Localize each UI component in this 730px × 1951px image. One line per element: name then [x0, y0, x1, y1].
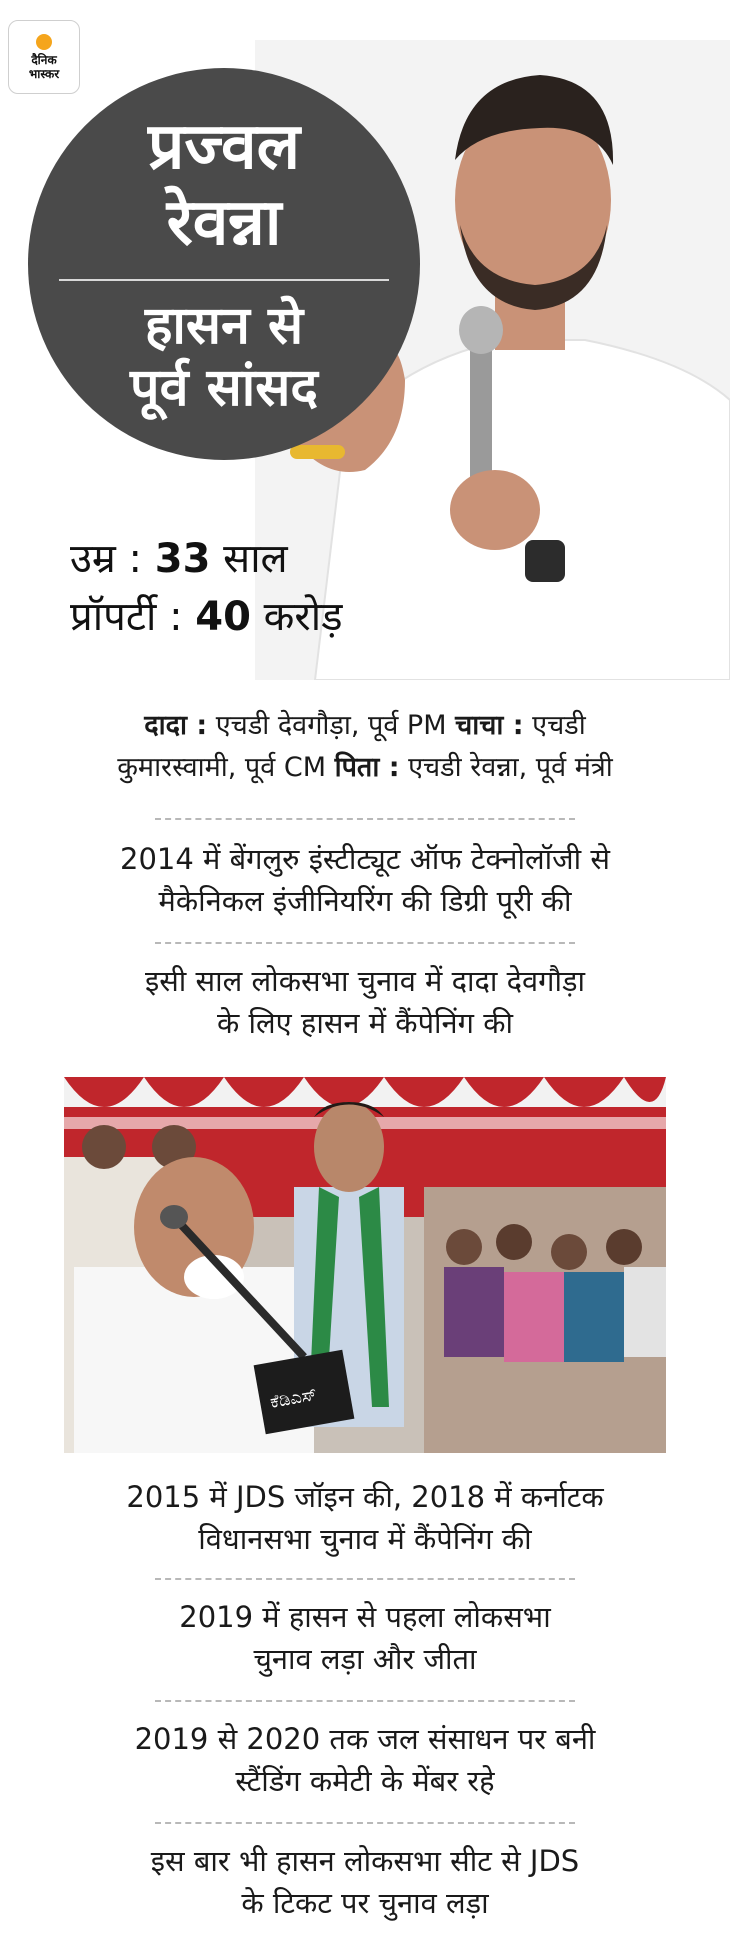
- age-value: 33: [154, 536, 211, 582]
- podium-sign-text: ಕೆಡಿಎಸ್: [268, 1383, 319, 1413]
- name-line-2: रेवन्ना: [166, 186, 282, 260]
- timeline-item-5-line-1: 2019 से 2020 तक जल संसाधन पर बनी: [134, 1722, 596, 1756]
- timeline-item-1: [60, 838, 670, 922]
- name-badge: [28, 68, 420, 460]
- timeline-item-6-line-2: के टिकट पर चुनाव लड़ा: [241, 1886, 489, 1920]
- property-stat: [70, 588, 343, 646]
- father-text: एचडी रेवन्ना, पूर्व मंत्री: [408, 752, 613, 783]
- timeline-item-4: [60, 1596, 670, 1680]
- property-label: प्रॉपर्टी :: [70, 594, 183, 640]
- timeline-item-1-line-2: मैकेनिकल इंजीनियरिंग की डिग्री पूरी की: [158, 884, 572, 918]
- age-label: उम्र :: [70, 536, 143, 582]
- timeline-item-2-line-2: के लिए हासन में कैंपेनिंग की: [217, 1006, 513, 1040]
- timeline-item-6: [60, 1840, 670, 1924]
- grandfather-text: एचडी देवगौड़ा, पूर्व PM: [215, 710, 447, 741]
- divider: [155, 1578, 575, 1580]
- family-line-1: [40, 705, 690, 747]
- family-info: [40, 705, 690, 789]
- uncle-text-2: कुमारस्वामी, पूर्व CM: [117, 752, 326, 783]
- timeline-item-3: [60, 1476, 670, 1560]
- divider: [155, 1822, 575, 1824]
- timeline-item-5-line-2: स्टैंडिंग कमेटी के मेंबर रहे: [235, 1764, 495, 1798]
- divider: [155, 1700, 575, 1702]
- age-unit: साल: [223, 536, 288, 582]
- age-stat: [70, 530, 343, 588]
- role-line-1: हासन से: [144, 296, 304, 356]
- father-label: पिता :: [334, 752, 400, 783]
- timeline-item-2-line-1: इसी साल लोकसभा चुनाव में दादा देवगौड़ा: [144, 964, 586, 998]
- property-unit: करोड़: [263, 594, 343, 640]
- name-line-1: प्रज्वल: [148, 110, 300, 184]
- role-line-2: पूर्व सांसद: [130, 358, 318, 418]
- timeline-item-5: [60, 1718, 670, 1802]
- dainik-bhaskar-logo: [8, 20, 80, 94]
- logo-line-1: दैनिक: [31, 52, 57, 67]
- divider: [155, 942, 575, 944]
- timeline-item-3-line-2: विधानसभा चुनाव में कैंपेनिंग की: [198, 1522, 532, 1556]
- divider: [155, 818, 575, 820]
- timeline-item-4-line-1: 2019 में हासन से पहला लोकसभा: [179, 1600, 551, 1634]
- timeline-item-2: [60, 960, 670, 1044]
- timeline-item-1-line-1: 2014 में बेंगलुरु इंस्टीट्यूट ऑफ टेक्नोलॉजी से: [120, 842, 610, 876]
- sun-icon: [36, 34, 52, 50]
- timeline-item-4-line-2: चुनाव लड़ा और जीता: [253, 1642, 477, 1676]
- timeline-item-3-line-1: 2015 में JDS जॉइन की, 2018 में कर्नाटक: [126, 1480, 604, 1514]
- badge-divider: [59, 279, 389, 281]
- campaign-photo: [64, 1077, 666, 1453]
- timeline-item-6-line-1: इस बार भी हासन लोकसभा सीट से JDS: [150, 1844, 580, 1878]
- grandfather-label: दादा :: [144, 710, 208, 741]
- stats-block: [70, 530, 343, 646]
- property-value: 40: [195, 594, 251, 640]
- family-line-2: [40, 747, 690, 789]
- logo-line-2: भास्कर: [28, 66, 60, 81]
- uncle-label: चाचा :: [455, 710, 524, 741]
- uncle-text-1: एचडी: [532, 710, 586, 741]
